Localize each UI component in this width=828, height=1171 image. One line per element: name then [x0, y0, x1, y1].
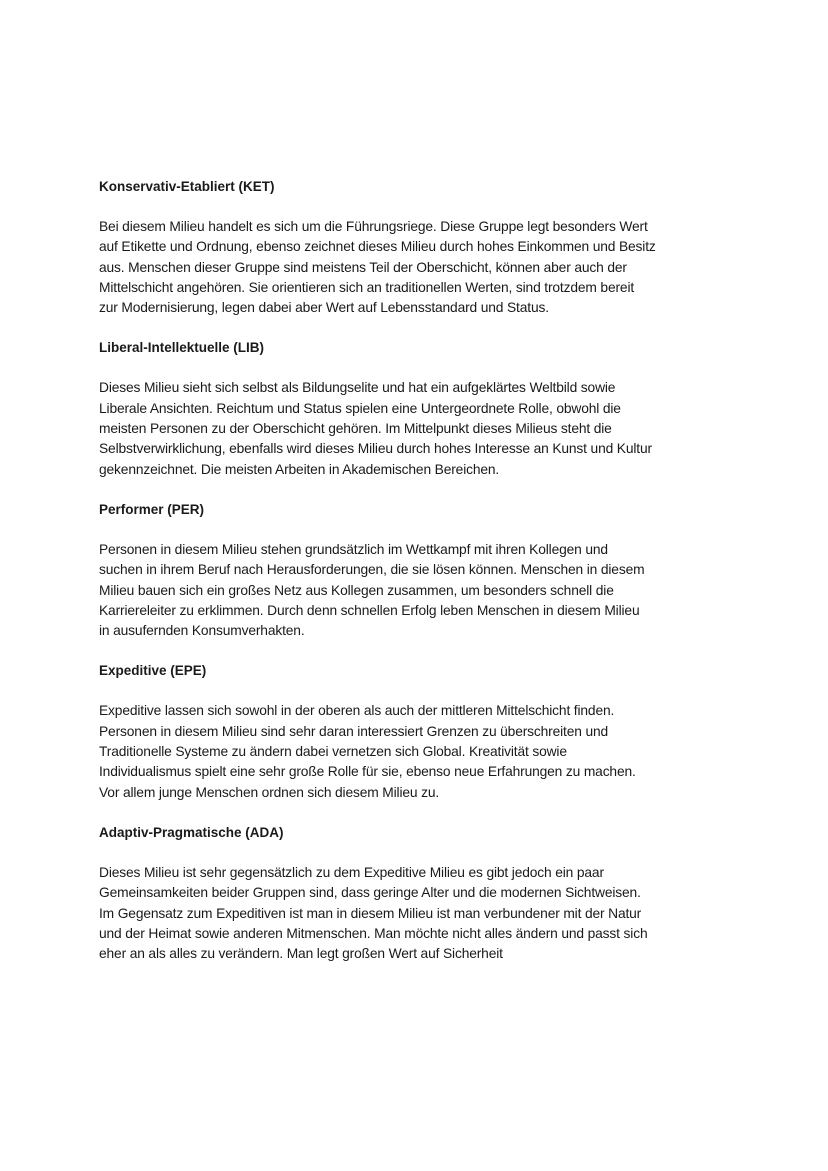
text-line: Karriereleiter zu erklimmen. Durch denn schnellen Erfolg leben Menschen in diesem Milieu [99, 602, 640, 618]
section-paragraph [99, 378, 759, 479]
text-line: Liberale Ansichten. Reichtum und Status spielen eine Untergeordnete Rolle, obwohl die [99, 400, 621, 416]
text-line: Personen in diesem Milieu sind sehr daran interessiert Grenzen zu überschreiten und [99, 723, 609, 739]
text-line: auf Etikette und Ordnung, ebenso zeichnet dieses Milieu durch hohes Einkommen und Besitz [99, 239, 656, 255]
section-ada [99, 823, 759, 964]
section-paragraph [99, 863, 759, 964]
text-line: Selbstverwirklichung, ebenfalls wird dieses Milieu durch hohes Interesse an Kunst und Kultur [99, 441, 652, 457]
section-lib [99, 338, 759, 479]
text-line: gekennzeichnet. Die meisten Arbeiten in Akademischen Bereichen. [99, 461, 500, 477]
text-line: Im Gegensatz zum Expeditiven ist man in diesem Milieu ist man verbundener mit der Natur [99, 905, 642, 921]
text-line: Mittelschicht angehören. Sie orientieren sich an traditionellen Werten, sind trotzdem bereit [99, 279, 635, 295]
section-paragraph [99, 540, 759, 641]
section-paragraph [99, 217, 759, 318]
text-line: zur Modernisierung, legen dabei aber Wert auf Lebensstandard und Status. [99, 300, 549, 316]
text-line: Dieses Milieu sieht sich selbst als Bildungselite und hat ein aufgeklärtes Weltbild sowie [99, 380, 616, 396]
text-line: Milieu bauen sich ein großes Netz aus Kollegen zusammen, um besonders schnell die [99, 582, 614, 598]
text-line: meisten Personen zu der Oberschicht gehören. Im Mittelpunkt dieses Milieus steht die [99, 421, 612, 437]
text-line: Traditionelle Systeme zu ändern dabei vernetzen sich Global. Kreativität sowie [99, 744, 567, 760]
text-line: suchen in ihrem Beruf nach Herausforderungen, die sie lösen können. Menschen in diesem [99, 562, 645, 578]
text-line: Bei diesem Milieu handelt es sich um die Führungsriege. Diese Gruppe legt besonders Wert [99, 219, 648, 234]
section-paragraph [99, 701, 759, 802]
section-heading: Liberal-Intellektuelle (LIB) [99, 340, 265, 356]
section-heading: Expeditive (EPE) [99, 663, 207, 679]
text-line: und der Heimat sowie anderen Mitmenschen. Man möchte nicht alles ändern und passt sich [99, 925, 648, 941]
section-epe [99, 661, 759, 802]
section-ket [99, 177, 759, 318]
document-body [99, 177, 759, 984]
text-line: Gemeinsamkeiten beider Gruppen sind, dass geringe Alter und die modernen Sichtweisen. [99, 885, 641, 901]
text-line: Individualismus spielt eine sehr große Rolle für sie, ebenso neue Erfahrungen zu machen. [99, 764, 636, 780]
section-heading: Konservativ-Etabliert (KET) [99, 179, 275, 194]
text-line: eher an als alles zu verändern. Man legt großen Wert auf Sicherheit [99, 946, 503, 962]
text-line: aus. Menschen dieser Gruppe sind meistens Teil der Oberschicht, können aber auch der [99, 259, 627, 275]
text-line: Personen in diesem Milieu stehen grundsätzlich im Wettkampf mit ihren Kollegen und [99, 541, 608, 557]
text-line: in ausufernden Konsumverhakten. [99, 623, 305, 639]
section-heading: Performer (PER) [99, 501, 205, 517]
section-per [99, 500, 759, 641]
text-line: Dieses Milieu ist sehr gegensätzlich zu dem Expeditive Milieu es gibt jedoch ein paar [99, 864, 604, 880]
text-line: Expeditive lassen sich sowohl in der oberen als auch der mittleren Mittelschicht finden. [99, 703, 615, 719]
text-line: Vor allem junge Menschen ordnen sich diesem Milieu zu. [99, 784, 440, 800]
section-heading: Adaptiv-Pragmatische (ADA) [99, 824, 284, 840]
